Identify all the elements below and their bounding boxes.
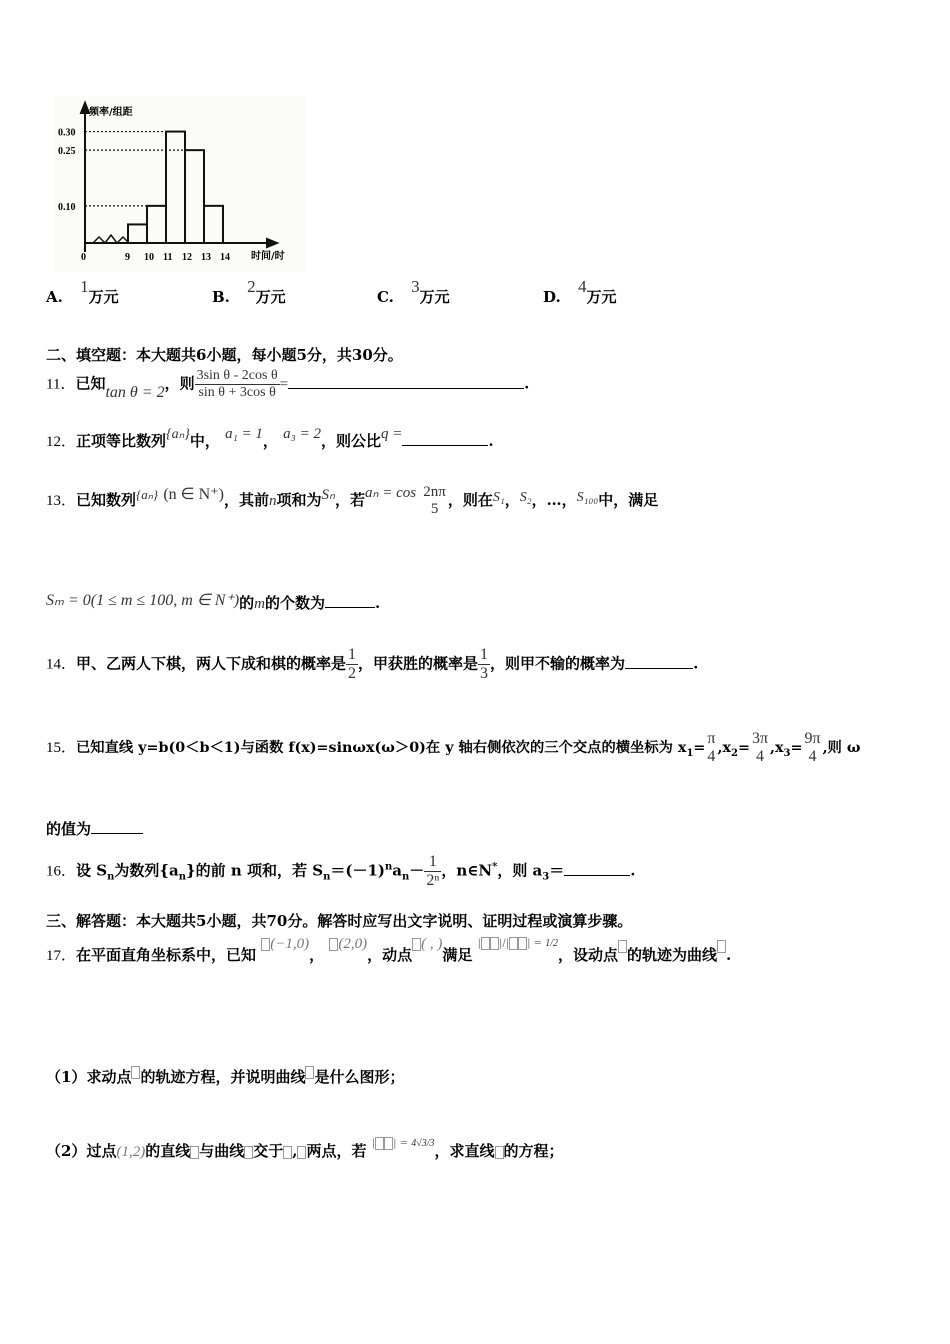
question-text: ，则公比 xyxy=(321,432,382,450)
term-a1: a₁ = 1 xyxy=(225,426,263,442)
question-text: 满足 xyxy=(442,946,473,964)
question-text: 的轨迹方程，并说明曲线 xyxy=(140,1068,306,1086)
question-15-line2 xyxy=(46,818,143,839)
missing-glyph-box xyxy=(283,1146,292,1159)
fraction-half xyxy=(346,646,358,683)
question-text: a xyxy=(392,861,403,880)
question-text: ,x xyxy=(770,740,784,756)
answer-blank[interactable] xyxy=(288,374,524,389)
question-text: ，设动点 xyxy=(558,946,619,964)
point: (1,2) xyxy=(116,1144,146,1160)
question-text: 的轨迹为曲线 xyxy=(627,946,718,964)
question-text: 项和为 xyxy=(276,491,322,509)
question-text: ，若 xyxy=(334,491,365,509)
question-text: ,x xyxy=(717,740,731,756)
option-letter: A. xyxy=(46,288,63,306)
point-p: ( , ) xyxy=(421,936,443,952)
variable-m: m xyxy=(254,596,266,612)
y-tick-label: 0.25 xyxy=(58,146,76,158)
question-text: 的个数为 xyxy=(265,594,326,612)
question-text: 与曲线 xyxy=(199,1142,245,1160)
denominator: 4 xyxy=(808,748,817,765)
denominator: 5 xyxy=(430,501,439,517)
answer-blank[interactable] xyxy=(402,431,488,446)
ellipsis: ，…， xyxy=(531,491,577,509)
option-letter: B. xyxy=(212,288,230,306)
option-unit: 万元 xyxy=(586,288,617,306)
missing-glyph-box xyxy=(618,940,627,953)
equals-sign: = xyxy=(790,740,803,756)
question-text: 为数列{a xyxy=(114,861,179,880)
equals-sign: = xyxy=(737,740,750,756)
x-tick-label: 14 xyxy=(220,252,230,263)
numerator: 1 xyxy=(348,646,357,663)
option-a[interactable] xyxy=(46,277,119,307)
term-a3: a₃ = 2 xyxy=(283,426,321,442)
question-text: 的 xyxy=(239,594,255,612)
missing-glyph-box xyxy=(131,1066,140,1079)
sum-s100: S₁₀₀ xyxy=(576,490,599,505)
question-17-part1 xyxy=(46,1066,404,1087)
y-tick-label: 0.10 xyxy=(58,201,76,213)
option-b[interactable] xyxy=(212,277,286,307)
length-value: 4√3/3 xyxy=(411,1138,435,1149)
numerator: π xyxy=(707,730,716,747)
length-condition: | | = 4√3/3 xyxy=(371,1138,435,1149)
fraction-x2 xyxy=(750,730,770,766)
question-text: ，求直线 xyxy=(434,1142,495,1160)
question-text: 求动点 xyxy=(86,1068,132,1086)
question-text: ，则在 xyxy=(447,491,493,509)
question-text: }的前 n 项和，若 S xyxy=(186,861,324,880)
option-d[interactable] xyxy=(543,277,617,307)
question-text: 正项等比数列 xyxy=(76,432,167,450)
question-text: 在平面直角坐标系中，已知 xyxy=(76,946,257,964)
question-text: 过点 xyxy=(86,1142,117,1160)
option-c[interactable] xyxy=(377,277,450,307)
question-text: 两点，若 xyxy=(306,1142,367,1160)
missing-glyph-box xyxy=(261,938,270,951)
numerator: 2nπ xyxy=(423,484,446,500)
x-tick-label: 13 xyxy=(201,252,211,263)
option-number: 4 xyxy=(577,277,587,296)
question-text: 已知直线 y=b(0＜b＜1)与函数 f(x)=sinωx(ω＞0)在 y 轴右侧依次的三个交点的横坐标为 x xyxy=(76,740,687,756)
question-11 xyxy=(46,368,529,401)
missing-glyph-box xyxy=(717,940,726,953)
y-axis-label: 频率/组距 xyxy=(89,107,133,118)
equals-sign: = xyxy=(279,376,289,393)
question-text: 中，满足 xyxy=(598,491,659,509)
period: . xyxy=(726,946,732,964)
question-text: ，n∈N xyxy=(441,861,493,880)
x-tick-label: 11 xyxy=(163,252,173,263)
answer-blank[interactable] xyxy=(325,593,375,608)
period: . xyxy=(630,861,636,880)
question-number: 13． xyxy=(46,493,77,509)
question-text: 交于 xyxy=(253,1142,284,1160)
part-number: （1） xyxy=(46,1068,87,1086)
denominator: 2ⁿ xyxy=(426,872,440,889)
numerator: 3π xyxy=(751,730,769,747)
condition: Sₘ = 0(1 ≤ m ≤ 100, m ∈ N⁺) xyxy=(46,592,240,609)
x-tick-label: 10 xyxy=(144,252,154,263)
point-b: (2,0) xyxy=(338,936,368,952)
question-text: 的直线 xyxy=(145,1142,191,1160)
option-unit: 万元 xyxy=(419,288,450,306)
numerator: 1 xyxy=(428,853,437,870)
option-number: 3 xyxy=(411,277,420,296)
fraction xyxy=(195,368,280,401)
fraction-third xyxy=(478,646,490,683)
sum-sn: Sₙ xyxy=(321,487,335,503)
part-number: （2） xyxy=(46,1142,87,1160)
question-number: 15． xyxy=(46,740,77,756)
question-text: － xyxy=(409,861,425,880)
x-tick-label: 0 xyxy=(81,252,86,263)
question-text: 的方程； xyxy=(503,1142,564,1160)
denominator: 4 xyxy=(707,748,716,765)
question-16: 16．设 $S_n$为数列$\{a_n\}$的前 n 项和，若 $S_n=(-1)^na_n-$ $\frac{1}{\text{2ⁿ}}$ ，n∈N*，则 $a_3=$ . xyxy=(46,853,636,889)
fraction xyxy=(421,484,448,518)
period: . xyxy=(488,432,494,450)
question-text: 甲、乙两人下棋，两人下成和棋的概率是 xyxy=(76,654,347,673)
question-13-line2 xyxy=(46,592,380,613)
question-text: ，其前 xyxy=(223,491,269,509)
fraction-x1 xyxy=(705,730,717,766)
question-text: 是什么图形； xyxy=(314,1068,405,1086)
fraction-x3 xyxy=(802,730,822,766)
separator: ， xyxy=(262,432,278,450)
option-number: 2 xyxy=(247,277,256,296)
question-text: ＝ xyxy=(549,861,565,880)
question-number: 11． xyxy=(46,376,76,393)
fraction xyxy=(424,853,441,890)
question-text: 已知 xyxy=(75,374,106,393)
x-tick-label: 12 xyxy=(182,252,192,263)
question-text: ,则 ω xyxy=(822,740,861,756)
option-unit: 万元 xyxy=(88,288,119,306)
condition: tan θ = 2 xyxy=(105,383,165,401)
numerator: 9π xyxy=(804,730,821,747)
denominator: sin θ + 3cos θ xyxy=(195,384,280,401)
option-number: 1 xyxy=(80,277,89,296)
period: . xyxy=(693,654,699,673)
equals-sign: = xyxy=(693,740,706,756)
question-number: 16． xyxy=(46,863,77,880)
question-text: 中， xyxy=(189,432,220,450)
question-13: 13．已知数列{aₙ} (n ∈ N⁺)，其前n项和为Sₙ，若aₙ = cos 2nπ 5 ，则在S₁，S₂，…，S₁₀₀中，满足 xyxy=(46,484,659,517)
sequence: {aₙ} xyxy=(136,487,159,502)
question-17-part2: （2）过点(1,2)的直线 与曲线 交于 , 两点，若 | | = 4√3/3，求直线 的方程； xyxy=(46,1138,564,1160)
question-text: ，则甲不输的概率为 xyxy=(490,654,626,673)
question-text: ，则 a xyxy=(497,861,543,880)
general-term: aₙ = cos xyxy=(364,485,417,501)
numerator: 3sin θ - 2cos θ xyxy=(196,368,278,383)
point-a: (−1,0) xyxy=(270,936,310,952)
question-text: ，则 xyxy=(164,374,195,393)
missing-glyph-box xyxy=(412,938,421,951)
missing-glyph-box xyxy=(244,1146,253,1159)
option-letter: C. xyxy=(377,288,394,306)
sum-s2: S₂ xyxy=(519,490,532,505)
question-number: 14． xyxy=(46,656,77,673)
ratio-value: 1/2 xyxy=(545,938,559,949)
denominator: 3 xyxy=(480,665,489,682)
question-text: ，甲获胜的概率是 xyxy=(358,654,479,673)
question-text: ，动点 xyxy=(367,946,413,964)
question-text: 已知数列 xyxy=(76,491,137,509)
ratio-symbol: q = xyxy=(381,426,403,442)
section-heading-fill-blank: 二、填空题：本大题共6小题，每小题5分，共30分。 xyxy=(46,346,403,364)
numerator: 1 xyxy=(480,646,489,663)
question-number: 17． xyxy=(46,948,77,964)
frequency-histogram xyxy=(55,97,305,272)
question-15: 15．已知直线 y=b(0＜b＜1)与函数 f(x)=sinωx(ω＞0)在 y 轴右侧依次的三个交点的横坐标为 $x_1=$ π 4 $,x_2=$ 3π 4 $,x_3=$ 9π 4 ,则 ω xyxy=(46,730,861,765)
question-number: 12． xyxy=(46,434,77,450)
x-tick-label: 9 xyxy=(125,252,130,263)
option-letter: D. xyxy=(543,288,561,306)
answer-blank[interactable] xyxy=(564,861,630,876)
denominator: 2 xyxy=(348,665,357,682)
x-axis-label: 时间/时 xyxy=(251,251,285,262)
option-unit: 万元 xyxy=(255,288,286,306)
period: . xyxy=(524,374,530,393)
missing-glyph-box xyxy=(305,1066,314,1079)
question-12 xyxy=(46,426,494,451)
question-text: ＝(－1) xyxy=(330,861,385,880)
question-17: 17．在平面直角坐标系中，已知 (−1,0)， (2,0)，动点( , )满足 | |/| | = 1/2，设动点 的轨迹为曲线 . xyxy=(46,936,732,964)
answer-blank[interactable] xyxy=(625,654,693,669)
condition: (n ∈ N⁺) xyxy=(163,486,224,503)
variable-n: n xyxy=(268,493,277,509)
question-text: 设 S xyxy=(76,861,108,880)
section-heading-solve: 三、解答题：本大题共5小题，共70分。解答时应写出文字说明、证明过程或演算步骤。 xyxy=(46,912,633,930)
ratio-condition: | |/| | = 1/2 xyxy=(477,938,559,949)
y-tick-label: 0.30 xyxy=(58,127,76,139)
sequence: {aₙ} xyxy=(166,427,190,442)
denominator: 4 xyxy=(755,748,764,765)
question-14 xyxy=(46,646,698,683)
period: . xyxy=(375,594,381,612)
sum-s1: S₁ xyxy=(492,490,505,505)
question-text: 的值为 xyxy=(46,820,92,838)
answer-blank[interactable] xyxy=(91,819,143,834)
missing-glyph-box xyxy=(495,1146,504,1159)
missing-glyph-box xyxy=(190,1146,199,1159)
